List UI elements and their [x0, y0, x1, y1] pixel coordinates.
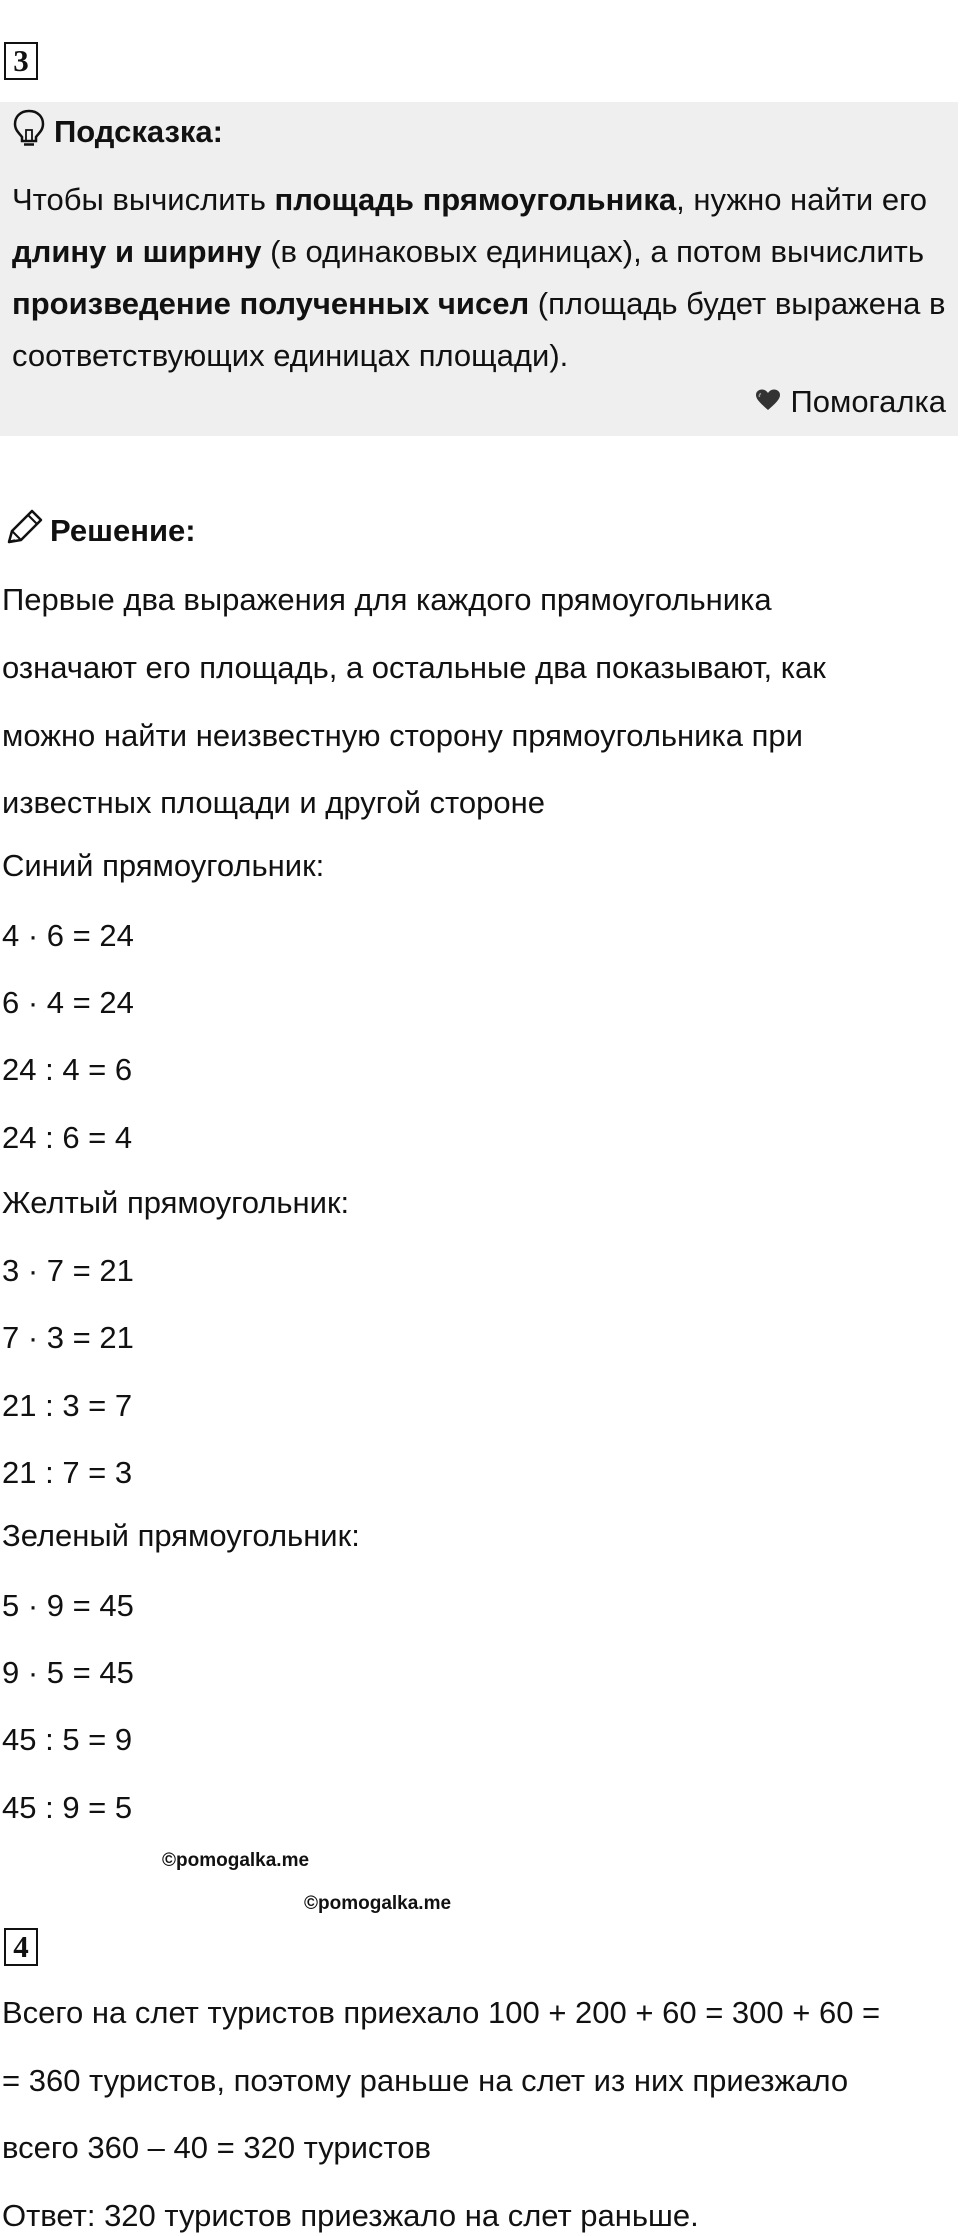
- solution-line: 6 · 4 = 24: [2, 985, 134, 1020]
- solution-line: 24 : 6 = 4: [2, 1120, 133, 1155]
- hint-text: Чтобы вычислить площадь прямоугольника, нужно найти его длину и ширину (в одинаковых единицах), а потом вычислить произведение полученных чисел (площадь будет выражена в соответствующих единицах площади).: [12, 182, 946, 373]
- solution-line: 9 · 5 = 45: [2, 1655, 134, 1690]
- solution-line: 24 : 4 = 6: [2, 1052, 133, 1087]
- solution-line: 21 : 3 = 7: [2, 1388, 133, 1423]
- solution-line: 45 : 5 = 9: [2, 1722, 133, 1757]
- solution-line: известных площади и другой стороне: [2, 785, 545, 820]
- solution-line: означают его площадь, а остальные два показывают, как: [2, 650, 826, 685]
- solution-line: 21 : 7 = 3: [2, 1455, 133, 1490]
- watermark: ©pomogalka.me: [304, 1893, 452, 1914]
- solution-line: 3 · 7 = 21: [2, 1253, 134, 1288]
- watermark: ©pomogalka.me: [162, 1850, 310, 1871]
- task4-line: = 360 туристов, поэтому раньше на слет из них приезжало: [2, 2063, 849, 2098]
- solution-line: 4 · 6 = 24: [2, 918, 134, 953]
- hint-brand: [754, 384, 946, 420]
- solution-title: Решение:: [50, 513, 196, 548]
- heart-icon: [754, 384, 782, 420]
- pencil-icon: [4, 508, 44, 554]
- task4-line: Ответ: 320 туристов приезжало на слет раньше.: [2, 2198, 699, 2233]
- solution-line: Желтый прямоугольник:: [2, 1185, 350, 1220]
- solution-line: 5 · 9 = 45: [2, 1588, 134, 1623]
- brand-label: Помогалка: [790, 384, 946, 419]
- task-number-4: 4: [4, 1928, 38, 1966]
- task4-line: Всего на слет туристов приехало 100 + 200 + 60 = 300 + 60 =: [2, 1995, 881, 2030]
- solution-header: [4, 508, 196, 554]
- hint-box: [0, 102, 958, 436]
- task-number-3: 3: [4, 42, 38, 80]
- solution-line: можно найти неизвестную сторону прямоугольника при: [2, 718, 803, 753]
- task4-line: всего 360 – 40 = 320 туристов: [2, 2130, 431, 2165]
- solution-line: Зеленый прямоугольник:: [2, 1518, 360, 1553]
- solution-line: Синий прямоугольник:: [2, 848, 325, 883]
- hint-title: Подсказка:: [54, 114, 223, 149]
- lightbulb-icon: [12, 108, 46, 156]
- solution-line: Первые два выражения для каждого прямоугольника: [2, 582, 772, 617]
- hint-header: [12, 112, 223, 152]
- solution-line: 7 · 3 = 21: [2, 1320, 134, 1355]
- solution-line: 45 : 9 = 5: [2, 1790, 133, 1825]
